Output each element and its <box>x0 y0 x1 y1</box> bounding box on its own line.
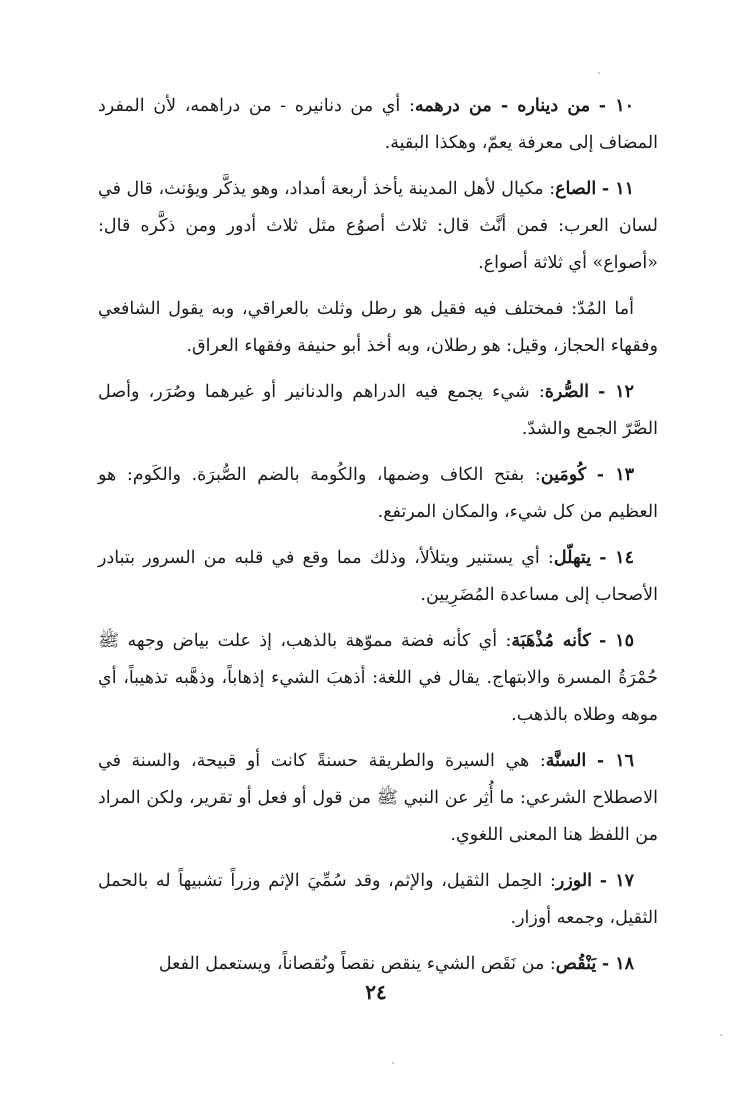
definition-text: هي السيرة والطريقة حسنةً كانت أو قبيحة، والسنة في الاصطلاح الشرعي: ما أُثِر عن النبي ﷺ من قول أو فعل أو تقرير، ولكن المراد من اللفظ هنا المعنى اللغوي. <box>98 751 658 845</box>
paragraph-17 <box>98 863 658 937</box>
term-heading: كُومَين <box>540 465 587 485</box>
definition-text: أي كأنه فضة مموّهة بالذهب، إذ علت بياض وجهه ﷺ حُمْرَةُ المسرة والابتهاج. يقال في اللغة: أذهبَ الشيء إذهاباً، وذهَّبه تذهيباً، أي موهه وطلاه بالذهب. <box>98 631 658 725</box>
definition-text: أي من دنانيره - من دراهمه، لأن المفرد المضاف إلى معرفة يعمّ، وهكذا البقية. <box>98 96 658 153</box>
page-body <box>98 88 658 992</box>
paragraph-14 <box>98 540 658 614</box>
item-number: ١٨ - <box>601 954 634 974</box>
term-separator: : <box>524 465 541 485</box>
scan-speck <box>598 72 600 74</box>
paragraph-10 <box>98 88 658 162</box>
term-separator: : <box>529 382 545 402</box>
term-separator: : <box>497 631 512 651</box>
term-separator: : <box>529 751 546 771</box>
term-heading: كأنه مُذْهَبَة <box>511 631 591 651</box>
term-heading: يَنْقُص <box>555 954 597 974</box>
item-number: ١٣ - <box>596 465 634 485</box>
paragraph-11 <box>98 171 658 282</box>
term-separator: : <box>400 96 415 116</box>
item-number: ١٧ - <box>599 871 634 891</box>
definition-text: شيء يجمع فيه الدراهم والدنانير أو غيرهما وصُرَر، وأصل الصَّرّ الجمع والشدّ. <box>98 382 658 439</box>
item-number: ١٤ - <box>599 548 634 568</box>
item-number: ١٢ - <box>598 382 634 402</box>
term-separator: : <box>539 548 554 568</box>
item-number: ١٥ - <box>599 631 634 651</box>
definition-text: أما المُدّ: فمختلف فيه فقيل هو رطل وثلث بالعراقي، وبه يقول الشافعي وفقهاء الحجاز، وقيل: هو رطلان، وبه أخذ أبو حنيفة وفقهاء العراق. <box>98 299 658 356</box>
item-number: ١١ - <box>601 179 634 199</box>
item-number: ١٠ - <box>598 96 634 116</box>
definition-text: بفتح الكاف وضمها، والكُومة بالضم الصُّبرَة. والكَوم: هو العظيم من كل شيء، والمكان المرتفع. <box>98 465 658 522</box>
scan-speck <box>392 1062 394 1064</box>
definition-text: الحِمل الثقيل، والإثم، وقد سُمِّيَ الإثم وزراً تشبيهاً له بالحمل الثقيل، وجمعه أوزار. <box>98 871 658 928</box>
definition-text: أي يستنير ويتلألأ، وذلك مما وقع في قلبه من السرور بتبادر الأصحاب إلى مساعدة المُضَرِيين. <box>98 548 658 605</box>
term-separator: : <box>542 871 556 891</box>
term-heading: الصاع <box>555 179 597 199</box>
term-heading: الصُّرة <box>544 382 589 402</box>
definition-text: من نَقَص الشيء ينقص نقصاً ونُقصاناً، ويستعمل الفعل <box>158 954 545 974</box>
scan-speck <box>720 1034 722 1036</box>
term-heading: من ديناره - من درهمه <box>414 96 591 116</box>
term-heading: السنَّة <box>545 751 587 771</box>
paragraph-13 <box>98 457 658 531</box>
paragraph-16 <box>98 743 658 854</box>
term-heading: يتهلّل <box>553 548 592 568</box>
term-separator: : <box>544 954 556 974</box>
paragraph-mudd <box>98 291 658 365</box>
paragraph-15 <box>98 623 658 734</box>
paragraph-12 <box>98 374 658 448</box>
paragraph-18 <box>98 946 658 983</box>
page-number: ٢٤ <box>365 980 387 1004</box>
definition-text: مكيال لأهل المدينة يأخذ أربعة أمداد، وهو يذكَّر ويؤنث، قال في لسان العرب: فمن أنَّث قال: ثلاث أصوُع مثل ثلاث أدور ومن ذكَّره قال: «أصواع» أي ثلاثة أصواع. <box>98 179 658 273</box>
item-number: ١٦ - <box>596 751 634 771</box>
term-heading: الوزر <box>555 871 593 891</box>
term-separator: : <box>543 179 556 199</box>
